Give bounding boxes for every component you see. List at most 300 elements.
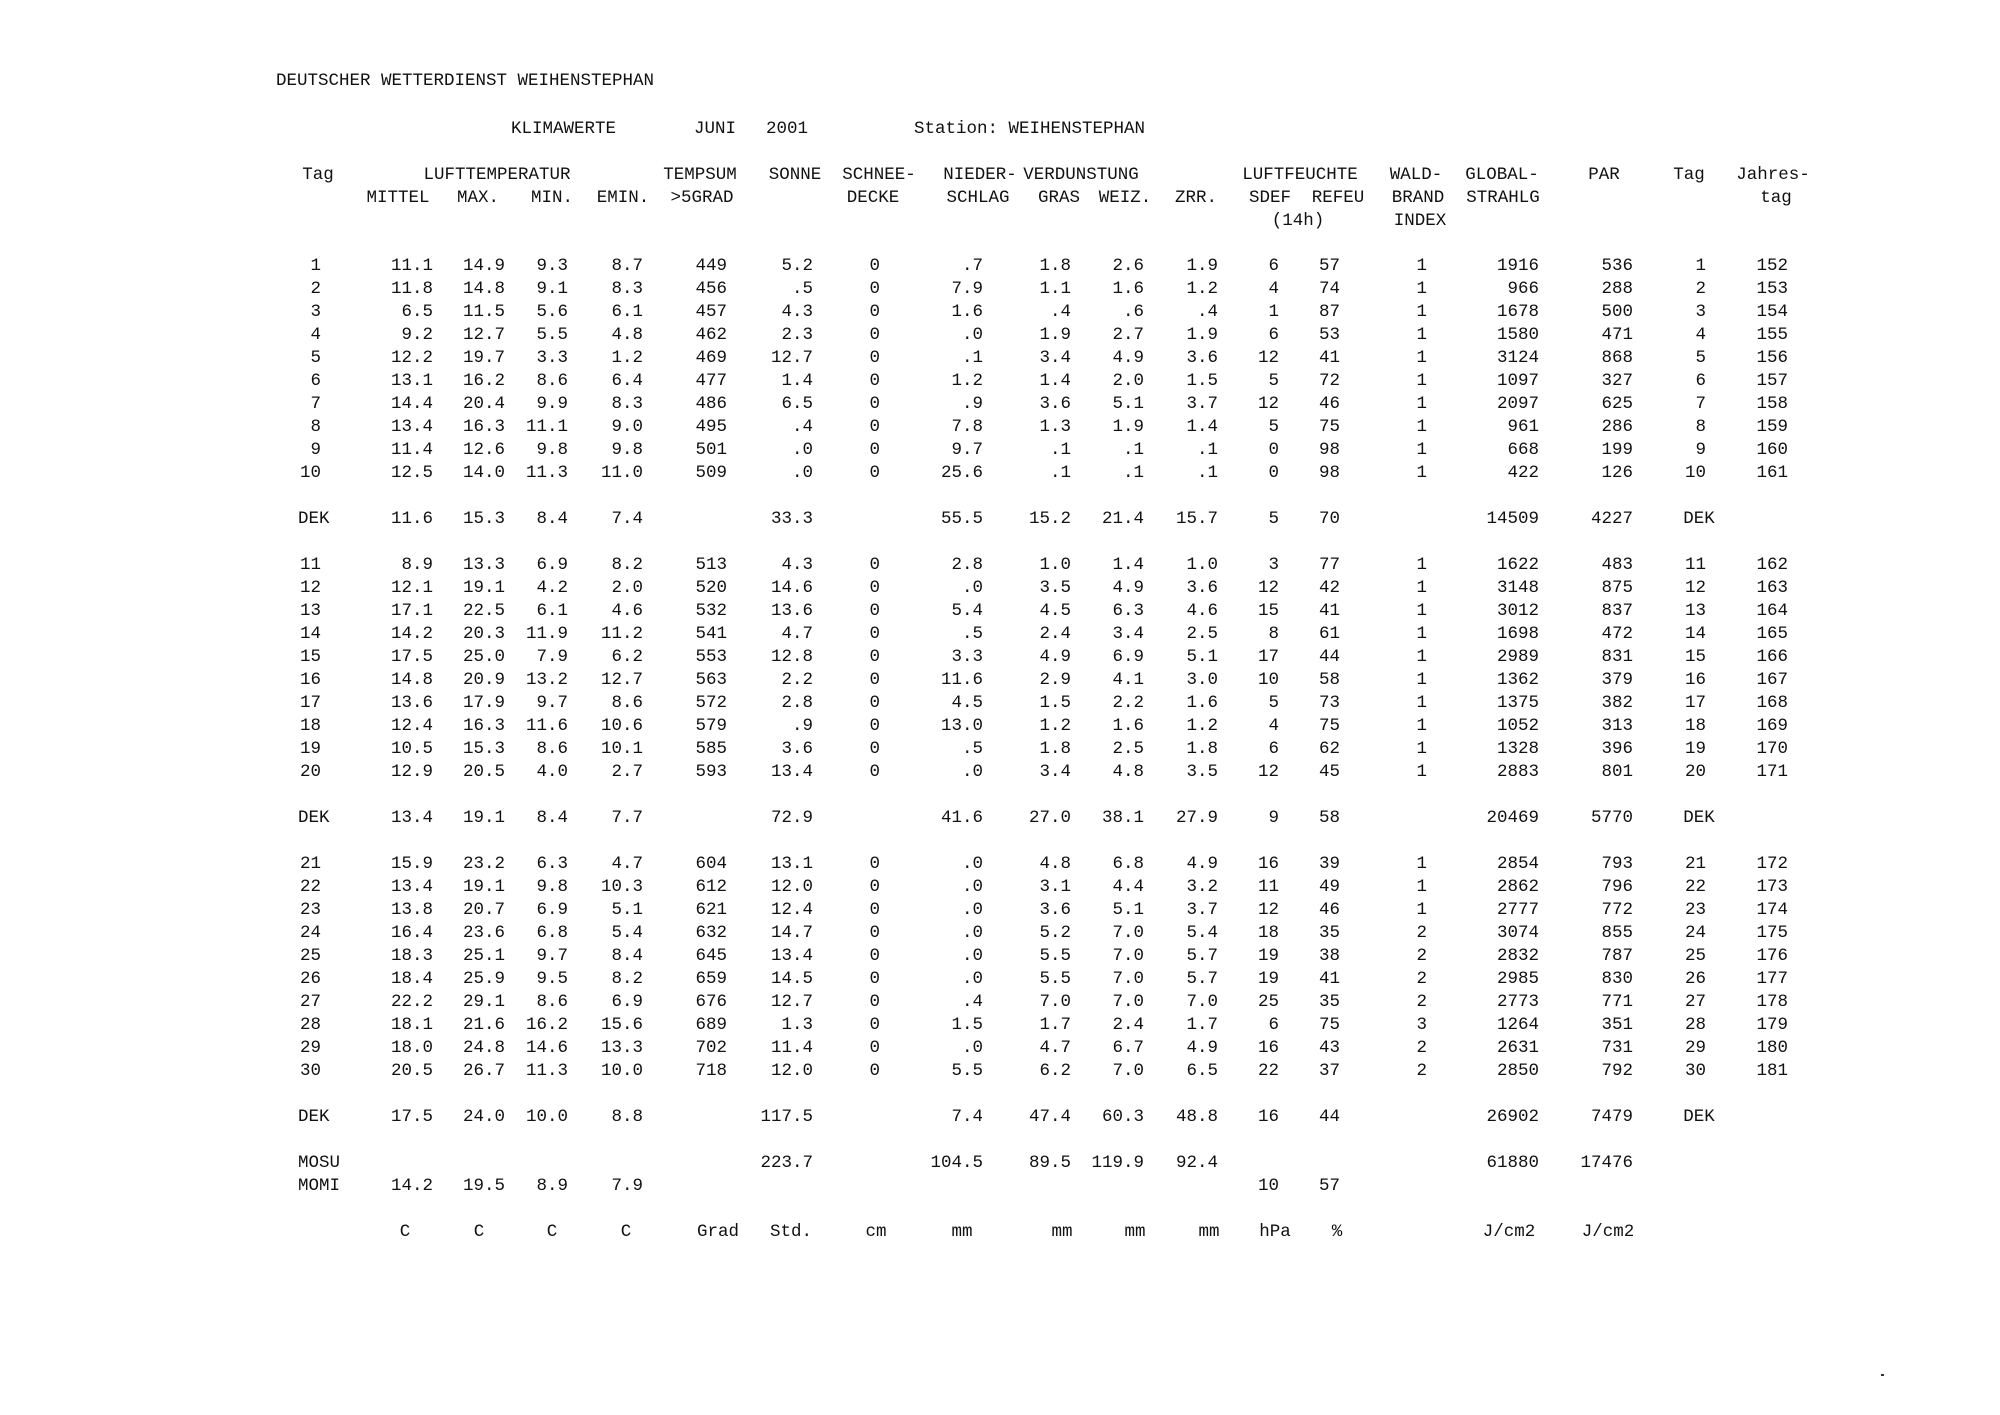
table-cell: 18 bbox=[1684, 716, 1706, 736]
table-cell: 5 bbox=[1268, 509, 1279, 529]
column-header-jahres: Jahres- bbox=[1736, 165, 1810, 185]
table-cell: 2 bbox=[1416, 969, 1427, 989]
table-cell: 13.6 bbox=[770, 601, 813, 621]
table-cell: .0 bbox=[961, 900, 983, 920]
table-cell: 166 bbox=[1756, 647, 1788, 667]
table-cell: 15.6 bbox=[600, 1015, 643, 1035]
table-cell: .1 bbox=[961, 348, 983, 368]
column-header-mittel: MITTEL bbox=[366, 188, 430, 208]
table-cell: 25 bbox=[1257, 992, 1279, 1012]
table-cell: 161 bbox=[1756, 463, 1788, 483]
table-cell: 12 bbox=[1257, 900, 1279, 920]
table-cell: 1 bbox=[1416, 348, 1427, 368]
table-cell: 17 bbox=[1684, 693, 1706, 713]
table-cell: 14.6 bbox=[770, 578, 813, 598]
column-header-tag: Tag bbox=[302, 165, 334, 185]
table-cell: 5.4 bbox=[951, 601, 983, 621]
table-cell: 27 bbox=[299, 992, 321, 1012]
table-cell: 104.5 bbox=[930, 1153, 983, 1173]
table-cell: 153 bbox=[1756, 279, 1788, 299]
column-header-luftfeu: LUFTFEUCHTE bbox=[1242, 165, 1358, 185]
table-cell: 16.4 bbox=[390, 923, 433, 943]
table-cell: 4.7 bbox=[611, 854, 643, 874]
table-cell: 20469 bbox=[1486, 808, 1539, 828]
table-cell: 17476 bbox=[1580, 1153, 1633, 1173]
table-cell: 14509 bbox=[1486, 509, 1539, 529]
table-cell: 2 bbox=[1416, 923, 1427, 943]
table-cell: 1 bbox=[1416, 417, 1427, 437]
table-cell: 1.8 bbox=[1039, 256, 1071, 276]
table-cell: 3.5 bbox=[1186, 762, 1218, 782]
table-cell: 6.8 bbox=[1112, 854, 1144, 874]
table-cell: 1 bbox=[1416, 854, 1427, 874]
table-cell: 793 bbox=[1601, 854, 1633, 874]
table-cell: 179 bbox=[1756, 1015, 1788, 1035]
table-cell: 6.5 bbox=[401, 302, 433, 322]
table-cell: 48.8 bbox=[1175, 1107, 1218, 1127]
table-cell: 11 bbox=[1257, 877, 1279, 897]
table-cell: 12.4 bbox=[770, 900, 813, 920]
table-cell: 4.9 bbox=[1039, 647, 1071, 667]
table-cell: 0 bbox=[869, 693, 880, 713]
table-cell: 7.0 bbox=[1112, 946, 1144, 966]
report-year: 2001 bbox=[766, 119, 809, 139]
table-cell: 12.1 bbox=[390, 578, 433, 598]
table-cell: 5.4 bbox=[611, 923, 643, 943]
table-cell: 62 bbox=[1318, 739, 1340, 759]
table-cell: 38.1 bbox=[1101, 808, 1144, 828]
table-cell: 4.3 bbox=[781, 302, 813, 322]
table-cell: 11.6 bbox=[940, 670, 983, 690]
table-cell: 17.5 bbox=[390, 1107, 433, 1127]
table-cell: 1.6 bbox=[1186, 693, 1218, 713]
table-cell: 3.4 bbox=[1039, 762, 1071, 782]
table-cell: 5.1 bbox=[1186, 647, 1218, 667]
table-cell: 7.7 bbox=[611, 808, 643, 828]
table-cell: 2.4 bbox=[1112, 1015, 1144, 1035]
table-cell: 12.0 bbox=[770, 877, 813, 897]
unit-label: % bbox=[1331, 1222, 1343, 1242]
table-cell: 4 bbox=[1695, 325, 1706, 345]
table-cell: 8 bbox=[1268, 624, 1279, 644]
table-cell: 18.0 bbox=[390, 1038, 433, 1058]
table-cell: 17.1 bbox=[390, 601, 433, 621]
table-cell: 14.7 bbox=[770, 923, 813, 943]
table-cell: 5.1 bbox=[1112, 394, 1144, 414]
table-cell: 3.6 bbox=[1186, 348, 1218, 368]
table-cell: 553 bbox=[695, 647, 727, 667]
table-cell: 541 bbox=[695, 624, 727, 644]
table-cell: 0 bbox=[869, 624, 880, 644]
table-cell: 3148 bbox=[1496, 578, 1539, 598]
table-cell: 7 bbox=[310, 394, 321, 414]
table-cell: 11.9 bbox=[525, 624, 568, 644]
table-cell: 12.4 bbox=[390, 716, 433, 736]
table-cell: .0 bbox=[961, 969, 983, 989]
table-cell: 14.5 bbox=[770, 969, 813, 989]
table-cell: 14.8 bbox=[462, 279, 505, 299]
table-cell: .5 bbox=[961, 624, 983, 644]
table-cell: 169 bbox=[1756, 716, 1788, 736]
table-cell: 4.9 bbox=[1112, 348, 1144, 368]
table-cell: 11.6 bbox=[525, 716, 568, 736]
table-cell: 5.1 bbox=[1112, 900, 1144, 920]
table-cell: 500 bbox=[1601, 302, 1633, 322]
table-cell: 72.9 bbox=[770, 808, 813, 828]
table-cell: .4 bbox=[791, 417, 813, 437]
table-cell: 3 bbox=[310, 302, 321, 322]
table-cell: 168 bbox=[1756, 693, 1788, 713]
table-cell: 89.5 bbox=[1028, 1153, 1071, 1173]
table-cell: 422 bbox=[1507, 463, 1539, 483]
table-cell: 1 bbox=[1416, 739, 1427, 759]
table-cell: 46 bbox=[1318, 900, 1340, 920]
table-cell: 1.0 bbox=[1186, 555, 1218, 575]
table-cell: 0 bbox=[869, 739, 880, 759]
table-cell: 159 bbox=[1756, 417, 1788, 437]
table-cell: 449 bbox=[695, 256, 727, 276]
table-cell: 1 bbox=[1416, 877, 1427, 897]
table-cell: 1 bbox=[1416, 647, 1427, 667]
table-cell: 9.7 bbox=[951, 440, 983, 460]
table-cell: 572 bbox=[695, 693, 727, 713]
table-cell: 27.0 bbox=[1028, 808, 1071, 828]
table-cell: 5 bbox=[1268, 693, 1279, 713]
table-cell: 1.6 bbox=[951, 302, 983, 322]
table-cell: 20.5 bbox=[390, 1061, 433, 1081]
table-cell: 10 bbox=[1257, 670, 1279, 690]
column-header-zrr: ZRR. bbox=[1174, 188, 1218, 208]
table-cell: 11.4 bbox=[770, 1038, 813, 1058]
table-cell: 13 bbox=[1684, 601, 1706, 621]
table-cell: 8.9 bbox=[536, 1176, 568, 1196]
table-cell: 14.9 bbox=[462, 256, 505, 276]
table-cell: 4.6 bbox=[611, 601, 643, 621]
unit-label: Std. bbox=[769, 1222, 813, 1242]
table-cell: 8.7 bbox=[611, 256, 643, 276]
table-cell: 23.2 bbox=[462, 854, 505, 874]
table-cell: 3124 bbox=[1496, 348, 1539, 368]
column-header-sdef: SDEF bbox=[1248, 188, 1292, 208]
unit-label: J/cm2 bbox=[1482, 1222, 1536, 1242]
table-cell: 18.3 bbox=[390, 946, 433, 966]
table-cell: 6.9 bbox=[536, 555, 568, 575]
table-cell: 47.4 bbox=[1028, 1107, 1071, 1127]
table-cell: 174 bbox=[1756, 900, 1788, 920]
table-cell: 1 bbox=[1416, 670, 1427, 690]
unit-label: mm bbox=[1051, 1222, 1073, 1242]
table-cell: 9.3 bbox=[536, 256, 568, 276]
table-cell: 17.9 bbox=[462, 693, 505, 713]
table-cell: 4 bbox=[310, 325, 321, 345]
table-cell: 2 bbox=[1416, 992, 1427, 1012]
table-cell: 14.4 bbox=[390, 394, 433, 414]
table-cell: 20.5 bbox=[462, 762, 505, 782]
table-cell: 53 bbox=[1318, 325, 1340, 345]
table-cell: 13.4 bbox=[390, 808, 433, 828]
table-cell: DEK bbox=[298, 808, 330, 828]
table-cell: 16.2 bbox=[462, 371, 505, 391]
column-header-wald: WALD- bbox=[1389, 165, 1443, 185]
table-cell: 181 bbox=[1756, 1061, 1788, 1081]
column-header-nieder: NIEDER- bbox=[943, 165, 1017, 185]
table-cell: 12.5 bbox=[390, 463, 433, 483]
table-cell: 593 bbox=[695, 762, 727, 782]
table-cell: 702 bbox=[695, 1038, 727, 1058]
table-cell: .7 bbox=[961, 256, 983, 276]
table-cell: 46 bbox=[1318, 394, 1340, 414]
table-cell: 456 bbox=[695, 279, 727, 299]
table-cell: 6.4 bbox=[611, 371, 643, 391]
table-cell: 3.1 bbox=[1039, 877, 1071, 897]
table-cell: 718 bbox=[695, 1061, 727, 1081]
table-cell: 8 bbox=[1695, 417, 1706, 437]
unit-label: mm bbox=[1124, 1222, 1146, 1242]
table-cell: 11.8 bbox=[390, 279, 433, 299]
table-cell: 1.9 bbox=[1186, 256, 1218, 276]
table-cell: 462 bbox=[695, 325, 727, 345]
table-cell: 0 bbox=[869, 854, 880, 874]
table-cell: 9.8 bbox=[536, 440, 568, 460]
table-cell: 7.9 bbox=[951, 279, 983, 299]
table-cell: 8.8 bbox=[611, 1107, 643, 1127]
table-cell: 7.0 bbox=[1112, 923, 1144, 943]
table-cell: 1 bbox=[1416, 394, 1427, 414]
table-cell: 87 bbox=[1318, 302, 1340, 322]
table-cell: 14.8 bbox=[390, 670, 433, 690]
table-cell: 24 bbox=[299, 923, 321, 943]
table-cell: 11 bbox=[1684, 555, 1706, 575]
table-cell: 6.7 bbox=[1112, 1038, 1144, 1058]
table-cell: 1.5 bbox=[1186, 371, 1218, 391]
table-cell: 313 bbox=[1601, 716, 1633, 736]
table-cell: 126 bbox=[1601, 463, 1633, 483]
table-cell: 676 bbox=[695, 992, 727, 1012]
table-cell: 18 bbox=[1257, 923, 1279, 943]
column-header-max: MAX. bbox=[456, 188, 500, 208]
table-cell: 172 bbox=[1756, 854, 1788, 874]
table-cell: 2.7 bbox=[611, 762, 643, 782]
table-cell: 4.5 bbox=[951, 693, 983, 713]
table-cell: 9.2 bbox=[401, 325, 433, 345]
table-cell: 4.7 bbox=[1039, 1038, 1071, 1058]
table-cell: 6.9 bbox=[536, 900, 568, 920]
table-cell: 19.1 bbox=[462, 578, 505, 598]
table-cell: 20 bbox=[299, 762, 321, 782]
table-cell: 0 bbox=[869, 1015, 880, 1035]
table-cell: 3.4 bbox=[1039, 348, 1071, 368]
table-cell: 2.8 bbox=[951, 555, 983, 575]
table-cell: 156 bbox=[1756, 348, 1788, 368]
unit-label: hPa bbox=[1259, 1222, 1291, 1242]
table-cell: 13 bbox=[299, 601, 321, 621]
table-cell: 1 bbox=[1416, 624, 1427, 644]
table-cell: 23.6 bbox=[462, 923, 505, 943]
table-cell: 39 bbox=[1318, 854, 1340, 874]
table-cell: 16.3 bbox=[462, 417, 505, 437]
table-cell: 9 bbox=[1268, 808, 1279, 828]
table-cell: 2.0 bbox=[1112, 371, 1144, 391]
table-cell: 0 bbox=[869, 601, 880, 621]
table-cell: 5.5 bbox=[951, 1061, 983, 1081]
table-cell: 1264 bbox=[1496, 1015, 1539, 1035]
table-cell: 2777 bbox=[1496, 900, 1539, 920]
table-cell: 585 bbox=[695, 739, 727, 759]
table-cell: 22.5 bbox=[462, 601, 505, 621]
table-cell: 6.9 bbox=[611, 992, 643, 1012]
table-cell: 6.1 bbox=[536, 601, 568, 621]
table-cell: 1 bbox=[1416, 463, 1427, 483]
table-cell: 13.1 bbox=[770, 854, 813, 874]
table-cell: 18.4 bbox=[390, 969, 433, 989]
table-cell: 1.9 bbox=[1039, 325, 1071, 345]
table-cell: 16.3 bbox=[462, 716, 505, 736]
table-cell: 0 bbox=[869, 670, 880, 690]
table-cell: 171 bbox=[1756, 762, 1788, 782]
table-cell: 0 bbox=[869, 1061, 880, 1081]
table-cell: 14.2 bbox=[390, 1176, 433, 1196]
table-cell: 2850 bbox=[1496, 1061, 1539, 1081]
table-cell: 12.9 bbox=[390, 762, 433, 782]
column-header-par: PAR bbox=[1588, 165, 1620, 185]
table-cell: 6.1 bbox=[611, 302, 643, 322]
unit-label: J/cm2 bbox=[1581, 1222, 1635, 1242]
table-cell: 6 bbox=[1268, 256, 1279, 276]
table-cell: 42 bbox=[1318, 578, 1340, 598]
table-cell: 16 bbox=[1684, 670, 1706, 690]
table-cell: 1.5 bbox=[951, 1015, 983, 1035]
table-cell: .4 bbox=[1196, 302, 1218, 322]
table-cell: 13.0 bbox=[940, 716, 983, 736]
table-cell: 12 bbox=[299, 578, 321, 598]
table-cell: 15.3 bbox=[462, 509, 505, 529]
table-cell: 792 bbox=[1601, 1061, 1633, 1081]
table-cell: 74 bbox=[1318, 279, 1340, 299]
column-header-sonne: SONNE bbox=[768, 165, 822, 185]
table-cell: 1.3 bbox=[781, 1015, 813, 1035]
table-cell: 29 bbox=[299, 1038, 321, 1058]
table-cell: 472 bbox=[1601, 624, 1633, 644]
table-cell: 801 bbox=[1601, 762, 1633, 782]
institution-title: DEUTSCHER WETTERDIENST WEIHENSTEPHAN bbox=[276, 71, 655, 91]
table-cell: 2854 bbox=[1496, 854, 1539, 874]
table-cell: 5.5 bbox=[1039, 946, 1071, 966]
table-cell: 12 bbox=[1257, 348, 1279, 368]
table-cell: 2 bbox=[1416, 1061, 1427, 1081]
table-cell: 4.9 bbox=[1186, 854, 1218, 874]
table-cell: 10 bbox=[1257, 1176, 1279, 1196]
table-cell: DEK bbox=[298, 509, 330, 529]
table-cell: 2 bbox=[1416, 1038, 1427, 1058]
table-cell: 0 bbox=[869, 762, 880, 782]
table-cell: 1 bbox=[1416, 578, 1427, 598]
table-cell: 15.2 bbox=[1028, 509, 1071, 529]
table-cell: 19.1 bbox=[462, 877, 505, 897]
table-cell: DEK bbox=[1683, 509, 1715, 529]
table-cell: 25.1 bbox=[462, 946, 505, 966]
table-cell: 7.0 bbox=[1112, 969, 1144, 989]
table-cell: MOSU bbox=[298, 1153, 341, 1173]
table-cell: 3.3 bbox=[536, 348, 568, 368]
table-cell: 28 bbox=[1684, 1015, 1706, 1035]
table-cell: 1.0 bbox=[1039, 555, 1071, 575]
table-cell: 3012 bbox=[1496, 601, 1539, 621]
column-header-index: INDEX bbox=[1393, 211, 1447, 231]
table-cell: 0 bbox=[869, 325, 880, 345]
table-cell: 625 bbox=[1601, 394, 1633, 414]
table-cell: 4.3 bbox=[781, 555, 813, 575]
table-cell: 8.4 bbox=[536, 509, 568, 529]
table-cell: 477 bbox=[695, 371, 727, 391]
table-cell: 22 bbox=[299, 877, 321, 897]
column-header-schlag: SCHLAG bbox=[946, 188, 1010, 208]
table-cell: 11.2 bbox=[600, 624, 643, 644]
table-cell: 2 bbox=[1695, 279, 1706, 299]
table-cell: 7.9 bbox=[611, 1176, 643, 1196]
column-header-refeu: REFEU bbox=[1311, 188, 1365, 208]
table-cell: 158 bbox=[1756, 394, 1788, 414]
table-cell: 57 bbox=[1318, 1176, 1340, 1196]
table-cell: 119.9 bbox=[1091, 1153, 1144, 1173]
table-cell: 1.2 bbox=[611, 348, 643, 368]
unit-label: cm bbox=[865, 1222, 887, 1242]
table-cell: 19 bbox=[1257, 969, 1279, 989]
table-cell: 831 bbox=[1601, 647, 1633, 667]
table-cell: 1.9 bbox=[1186, 325, 1218, 345]
table-cell: .1 bbox=[1196, 440, 1218, 460]
table-cell: 27 bbox=[1684, 992, 1706, 1012]
table-cell: 3 bbox=[1416, 1015, 1427, 1035]
table-cell: 11.5 bbox=[462, 302, 505, 322]
table-cell: 288 bbox=[1601, 279, 1633, 299]
table-cell: 11.4 bbox=[390, 440, 433, 460]
table-cell: 645 bbox=[695, 946, 727, 966]
table-cell: 37 bbox=[1318, 1061, 1340, 1081]
table-cell: 29 bbox=[1684, 1038, 1706, 1058]
table-cell: 6 bbox=[1695, 371, 1706, 391]
table-cell: 3 bbox=[1695, 302, 1706, 322]
table-cell: 830 bbox=[1601, 969, 1633, 989]
table-cell: 13.4 bbox=[390, 877, 433, 897]
table-cell: 0 bbox=[869, 578, 880, 598]
table-cell: 6.3 bbox=[536, 854, 568, 874]
table-cell: 27.9 bbox=[1175, 808, 1218, 828]
table-cell: 9.1 bbox=[536, 279, 568, 299]
table-cell: 501 bbox=[695, 440, 727, 460]
table-cell: 223.7 bbox=[760, 1153, 813, 1173]
table-cell: 21.6 bbox=[462, 1015, 505, 1035]
table-cell: .0 bbox=[961, 946, 983, 966]
table-cell: 154 bbox=[1756, 302, 1788, 322]
table-cell: 621 bbox=[695, 900, 727, 920]
column-header-brand: BRAND bbox=[1391, 188, 1445, 208]
table-cell: 3.3 bbox=[951, 647, 983, 667]
table-cell: 23 bbox=[299, 900, 321, 920]
table-cell: 3.4 bbox=[1112, 624, 1144, 644]
table-cell: 6.9 bbox=[1112, 647, 1144, 667]
table-cell: 520 bbox=[695, 578, 727, 598]
table-cell: 16 bbox=[1257, 854, 1279, 874]
table-cell: 173 bbox=[1756, 877, 1788, 897]
table-cell: 6.5 bbox=[1186, 1061, 1218, 1081]
table-cell: 509 bbox=[695, 463, 727, 483]
table-cell: 3 bbox=[1268, 555, 1279, 575]
table-cell: 1916 bbox=[1496, 256, 1539, 276]
table-cell: 3.5 bbox=[1039, 578, 1071, 598]
table-cell: 7.0 bbox=[1112, 992, 1144, 1012]
table-cell: 61 bbox=[1318, 624, 1340, 644]
table-cell: 41 bbox=[1318, 348, 1340, 368]
